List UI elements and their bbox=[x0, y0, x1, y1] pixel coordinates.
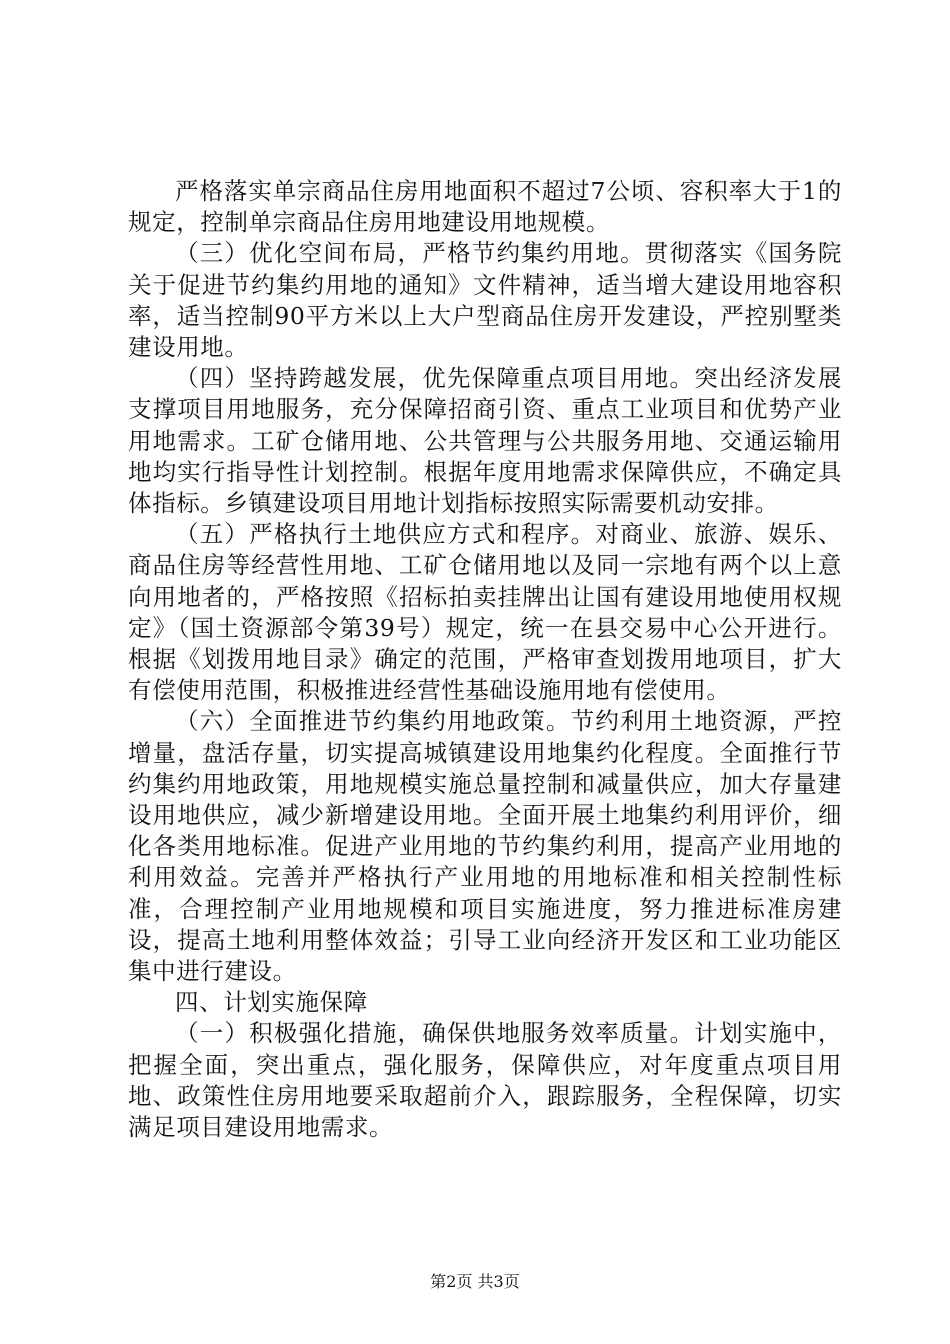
paragraph-strengthen-measures: （一）积极强化措施，确保供地服务效率质量。计划实施中，把握全面，突出重点，强化服务，保障供应，对年度重点项目用地、政策性住房用地要采取超前介入，跟踪服务，全程保障，切实满足项目建设用地需求。 bbox=[128, 1019, 842, 1142]
paragraph-intensive-land-use: （六）全面推进节约集约用地政策。节约利用土地资源，严控增量，盘活存量，切实提高城镇建设用地集约化程度。全面推行节约集约用地政策，用地规模实施总量控制和减量供应，加大存量建设用地供应，减少新增建设用地。全面开展土地集约利用评价，细化各类用地标准。促进产业用地的节约集约利用，提高产业用地的利用效益。完善并严格执行产业用地的用地标准和相关控制性标准，合理控制产业用地规模和项目实施进度，努力推进标准房建设，提高土地利用整体效益；引导工业向经济开发区和工业功能区集中进行建设。 bbox=[128, 707, 842, 986]
paragraph-optimize-layout: （三）优化空间布局，严格节约集约用地。贯彻落实《国务院关于促进节约集约用地的通知》文件精神，适当增大建设用地容积率，适当控制90平方米以上大户型商品住房开发建设，严控别墅类建设用地。 bbox=[128, 239, 842, 362]
page-number-footer: 第2页 共3页 bbox=[430, 1272, 520, 1291]
section-heading: 四、计划实施保障 bbox=[175, 988, 368, 1017]
paragraph-key-projects: （四）坚持跨越发展，优先保障重点项目用地。突出经济发展支撑项目用地服务，充分保障招商引资、重点工业项目和优势产业用地需求。工矿仓储用地、公共管理与公共服务用地、交通运输用地均实行指导性计划控制。根据年度用地需求保障供应，不确定具体指标。乡镇建设项目用地计划指标按照实际需要机动安排。 bbox=[128, 364, 842, 518]
paragraph-supply-procedure: （五）严格执行土地供应方式和程序。对商业、旅游、娱乐、商品住房等经营性用地、工矿仓储用地以及同一宗地有两个以上意向用地者的，严格按照《招标拍卖挂牌出让国有建设用地使用权规定》（国土资源部令第39号）规定，统一在县交易中心公开进行。根据《划拨用地目录》确定的范围，严格审查划拨用地项目，扩大有偿使用范围，积极推进经营性基础设施用地有偿使用。 bbox=[128, 520, 842, 705]
document-body bbox=[128, 176, 842, 1143]
paragraph-land-area-rule: 严格落实单宗商品住房用地面积不超过7公顷、容积率大于1的规定，控制单宗商品住房用地建设用地规模。 bbox=[128, 177, 842, 237]
